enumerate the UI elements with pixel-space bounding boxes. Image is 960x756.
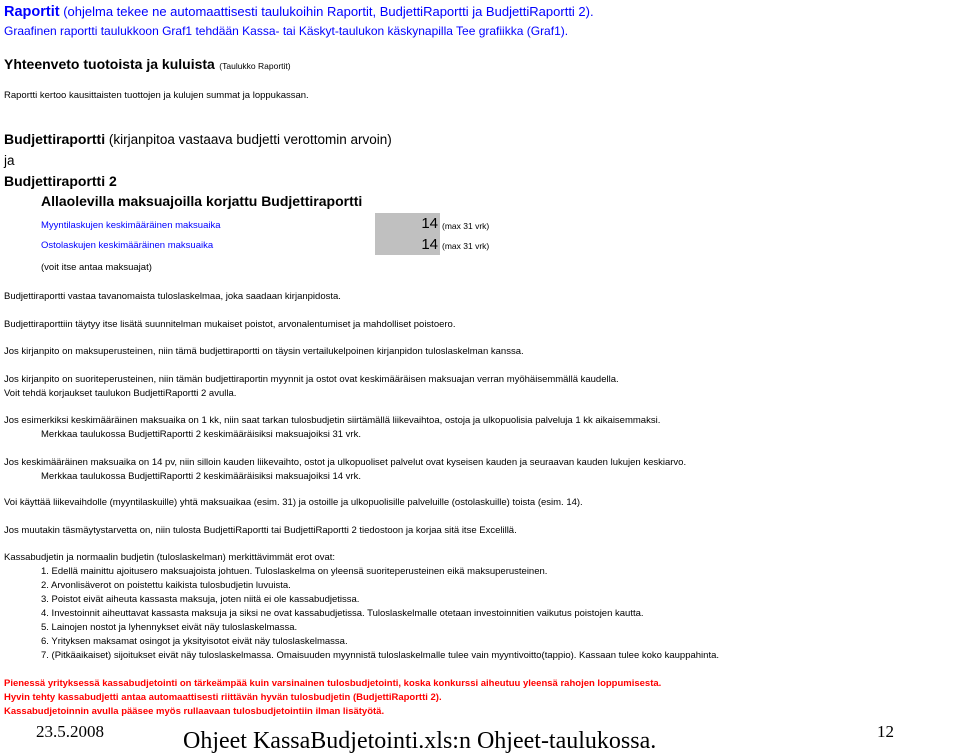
warning-note: Pienessä yrityksessä kassabudjetointi on tärkeämpää kuin varsinainen tulosbudjetointi, koska konkurssi aiheutuu yleensä rahojen loppumisesta. <box>4 678 662 689</box>
list-item: 7. (Pitkäaikaiset) sijoitukset eivät näy tuloslaskelmassa. Omaisuuden myynnistä tuloslaskelmalle tulee vain myyntivoitto(tappio). Kassaan tulee koko kauppahinta. <box>41 650 720 661</box>
sales-payment-cell[interactable] <box>375 213 440 234</box>
paragraph: Budjettiraportti vastaa tavanomaista tuloslaskelmaa, joka saadaan kirjanpidosta. <box>4 291 341 302</box>
purchase-payment-value: 14 <box>421 236 438 253</box>
paragraph: Jos keskimääräinen maksuaika on 14 pv, niin silloin kauden liikevaihto, ostot ja ulkopuoliset palvelut ovat kyseisen kauden ja seuraavan kauden lukujen keskiarvo. <box>4 457 687 468</box>
list-item: 5. Lainojen nostot ja lyhennykset eivät näy tuloslaskelmassa. <box>41 622 298 633</box>
budget-user-note: (voit itse antaa maksuajat) <box>41 262 152 273</box>
purchase-payment-label: Ostolaskujen keskimääräinen maksuaika <box>41 240 214 251</box>
paragraph-indent: Merkkaa taulukossa BudjettiRaportti 2 keskimääräisiksi maksuajoiksi 31 vrk. <box>41 429 361 440</box>
budget-title-note: (kirjanpitoa vastaava budjetti verottomin arvoin) <box>105 132 392 147</box>
paragraph: Voi käyttää liikevaihdolle (myyntilaskuille) yhtä maksuaikaa (esim. 31) ja ostoille ja ulkopuolisille palveluille (ostolaskuille) toista (esim. 14). <box>4 497 583 508</box>
paragraph: Voit tehdä korjaukset taulukon BudjettiRaportti 2 avulla. <box>4 388 237 399</box>
purchase-payment-note: (max 31 vrk) <box>442 241 490 251</box>
sales-payment-note: (max 31 vrk) <box>442 221 490 231</box>
header-title: Raportit <box>4 4 60 20</box>
paragraph: Jos muutakin täsmäytystarvetta on, niin tulosta BudjettiRaportti tai BudjettiRaportti 2 tiedostoon ja korjaa sitä itse Excelillä. <box>4 525 517 536</box>
header-line1 <box>4 4 594 20</box>
footer-title: Ohjeet KassaBudjetointi.xls:n Ohjeet-taulukossa. <box>183 728 657 754</box>
budget-title-2: Budjettiraportti 2 <box>4 173 117 189</box>
budget-and: ja <box>4 153 15 168</box>
page-number: 12 <box>877 722 894 741</box>
budget-title: Budjettiraportti <box>4 131 106 147</box>
summary-text: Raportti kertoo kausittaisten tuottojen ja kulujen summat ja loppukassan. <box>4 90 309 101</box>
summary-title-note: (Taulukko Raportit) <box>219 61 291 71</box>
list-item: 1. Edellä mainittu ajoitusero maksuajoista johtuen. Tuloslaskelma on yleensä suoriteperusteinen eikä maksuperusteinen. <box>41 566 548 577</box>
list-item: 6. Yrityksen maksamat osingot ja yksityisotot eivät näy tuloslaskelmassa. <box>41 636 348 647</box>
purchase-payment-cell[interactable] <box>375 234 440 255</box>
header-line2: Graafinen raportti taulukkoon Graf1 tehdään Kassa- tai Käskyt-taulukon käskynapilla Tee grafiikka (Graf1). <box>4 24 569 38</box>
differences-intro: Kassabudjetin ja normaalin budjetin (tuloslaskelman) merkittävimmät erot ovat: <box>4 552 336 563</box>
paragraph-indent: Merkkaa taulukossa BudjettiRaportti 2 keskimääräisiksi maksuajoiksi 14 vrk. <box>41 471 361 482</box>
paragraph: Budjettiraporttiin täytyy itse lisätä suunnitelman mukaiset poistot, arvonalentumiset ja mahdolliset poistoero. <box>4 319 456 330</box>
sales-payment-label: Myyntilaskujen keskimääräinen maksuaika <box>41 220 221 231</box>
list-item: 2. Arvonlisäverot on poistettu kaikista tulosbudjetin luvuista. <box>41 580 291 591</box>
summary-title: Yhteenveto tuotoista ja kuluista <box>4 56 215 72</box>
warning-note: Kassabudjetoinnin avulla pääsee myös rullaavaan tulosbudjetointiin ilman lisätyötä. <box>4 706 385 717</box>
summary-heading <box>4 56 291 74</box>
warning-note: Hyvin tehty kassabudjetti antaa automaattisesti riittävän hyvän tulosbudjetin (BudjettiRaportti 2). <box>4 692 442 703</box>
paragraph: Jos kirjanpito on suoriteperusteinen, niin tämän budjettiraportin myynnit ja ostot ovat keskimääräisen maksuajan verran myöhäisemmällä kaudella. <box>4 374 619 385</box>
footer-date: 23.5.2008 <box>36 722 104 741</box>
paragraph: Jos kirjanpito on maksuperusteinen, niin tämä budjettiraportti on täysin vertailukelpoinen kirjanpidon tuloslaskelman kanssa. <box>4 346 524 357</box>
list-item: 3. Poistot eivät aiheuta kassasta maksuja, joten niitä ei ole kassabudjetissa. <box>41 594 360 605</box>
paragraph: Jos esimerkiksi keskimääräinen maksuaika on 1 kk, niin saat tarkan tulosbudjetin siirtämällä liikevaihtoa, ostoja ja ulkopuolisia palveluja 1 kk aikaisemmaksi. <box>4 415 661 426</box>
list-item: 4. Investoinnit aiheuttavat kassasta maksuja ja siksi ne ovat kassabudjetissa. Tuloslaskelmalle otetaan investoinnitien vaikutus poistojen kautta. <box>41 608 644 619</box>
budget-subtitle: Allaolevilla maksuajoilla korjattu Budjettiraportti <box>41 193 363 209</box>
sales-payment-value: 14 <box>421 215 438 232</box>
header-line1-rest: (ohjelma tekee ne automaattisesti taulukoihin Raportit, BudjettiRaportti ja BudjettiRaportti 2). <box>59 4 594 19</box>
budget-heading <box>4 131 392 149</box>
